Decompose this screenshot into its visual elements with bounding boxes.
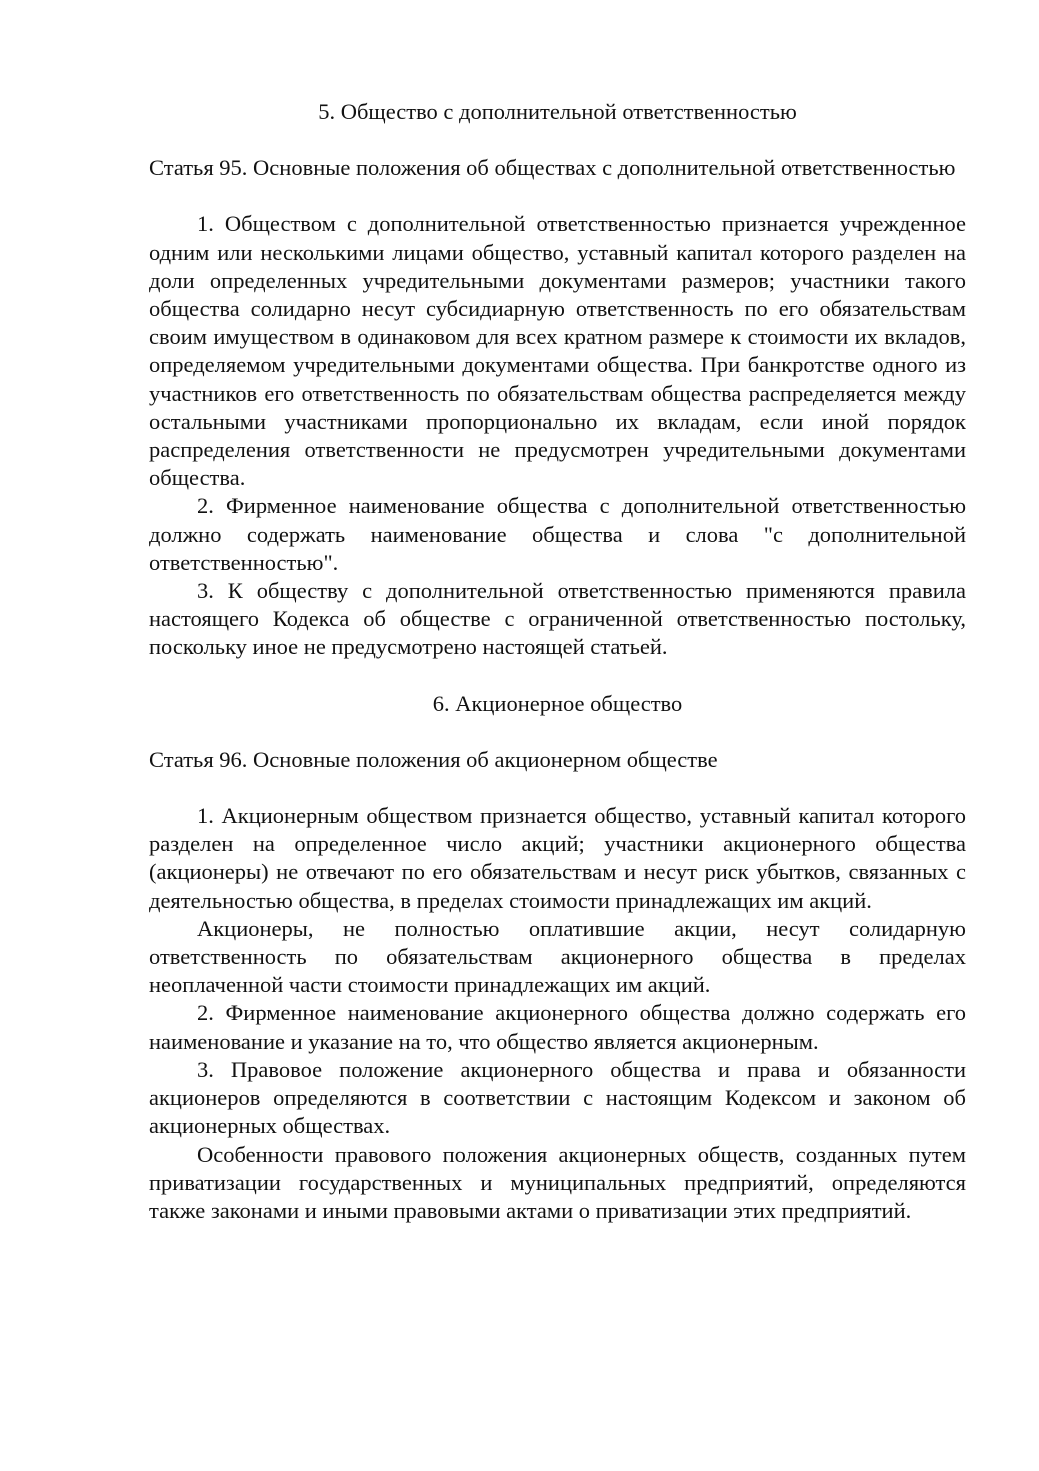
article-96-paragraph-2: Акционеры, не полностью оплатившие акции, несут солидарную ответственность по обязательствам акционерного общества в пределах неоплаченной части стоимости принадлежащих им акций. bbox=[149, 915, 966, 998]
article-96-paragraph-1: 1. Акционерным обществом признается общество, уставный капитал которого разделен на определенное число акций; участники акционерного общества (акционеры) не отвечают по его обязательствам и несут риск убытков, связанных с деятельностью общества, в пределах стоимости принадлежащих им акций. bbox=[149, 803, 966, 913]
article-95-paragraph-2: 2. Фирменное наименование общества с дополнительной ответственностью должно содержать наименование общества и слова "с дополнительной ответственностью". bbox=[149, 493, 966, 575]
article-95-paragraph-3: 3. К обществу с дополнительной ответственностью применяются правила настоящего Кодекса об обществе с ограниченной ответственностью постольку, поскольку иное не предусмотрено настоящей статьей. bbox=[149, 578, 966, 660]
section-6-title: 6. Акционерное общество bbox=[432, 690, 683, 716]
article-95-heading: Статья 95. Основные положения об обществах с дополнительной ответственностью bbox=[149, 155, 956, 181]
article-96-heading: Статья 96. Основные положения об акционерном обществе bbox=[149, 746, 718, 772]
article-96-paragraph-4: 3. Правовое положение акционерного общества и права и обязанности акционеров определяются в соответствии с настоящим Кодексом и законом об акционерных обществах. bbox=[149, 1056, 966, 1139]
article-96-paragraph-3: 2. Фирменное наименование акционерного общества должно содержать его наименование и указание на то, что общество является акционерным. bbox=[149, 1000, 966, 1054]
article-95-paragraph-1: 1. Обществом с дополнительной ответственностью признается учрежденное одним или несколькими лицами общество, уставный капитал которого разделен на доли определенных учредительными документами размеров; участники такого общества солидарно несут субсидиарную ответственность по его обязательствам своим имуществом в одинаковом для всех кратном размере к стоимости их вкладов, определяемом учредительными документами общества. При банкротстве одного из участников его ответственность по обязательствам общества распределяется между остальными участниками пропорционально их вкладам, если иной порядок распределения ответственности не предусмотрен учредительными документами общества. bbox=[149, 211, 966, 491]
document-page bbox=[149, 98, 966, 1225]
article-96-paragraph-5: Особенности правового положения акционерных обществ, созданных путем приватизации государственных и муниципальных предприятий, определяются также законами и иными правовыми актами о приватизации этих предприятий. bbox=[149, 1141, 966, 1223]
section-5-title: 5. Общество с дополнительной ответственностью bbox=[318, 99, 797, 124]
